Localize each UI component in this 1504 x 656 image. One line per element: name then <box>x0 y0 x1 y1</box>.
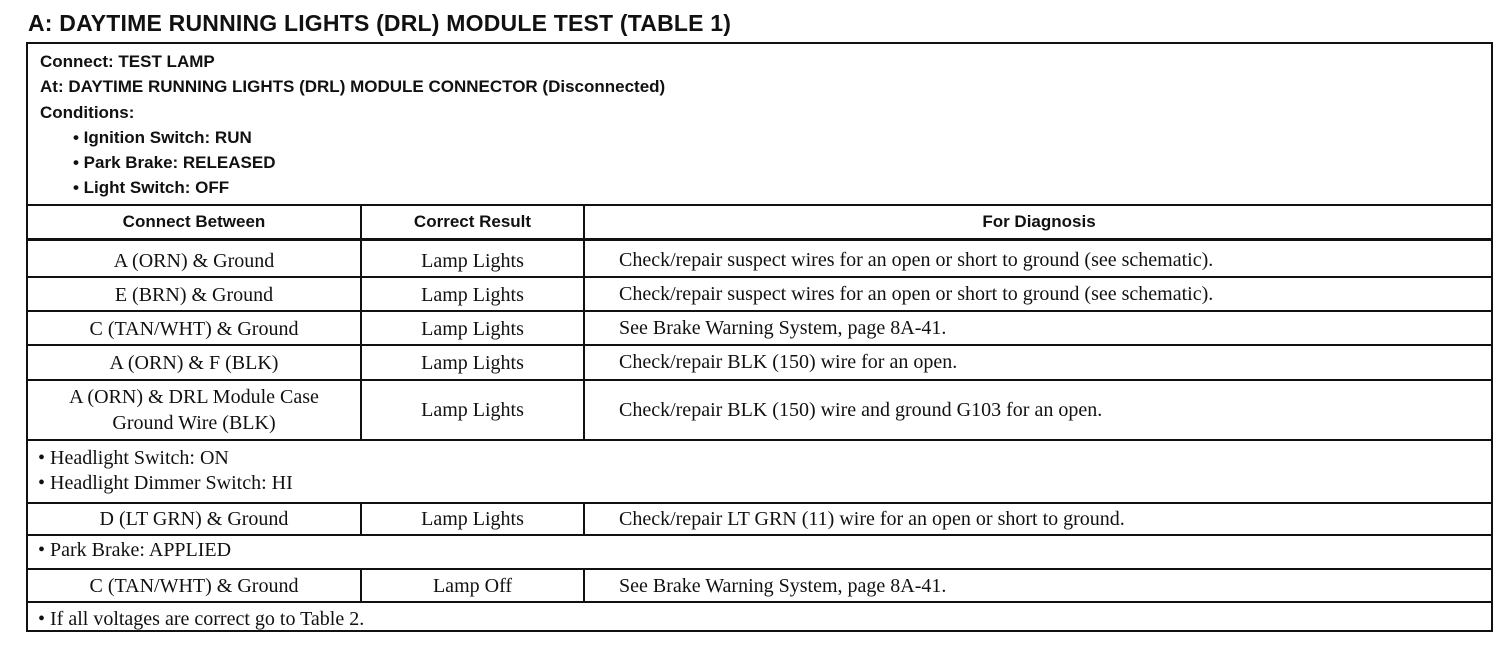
table-row-result: Lamp Lights <box>421 508 524 530</box>
divider <box>28 601 1491 603</box>
test-table <box>26 42 1493 632</box>
conditions-label: Conditions: <box>40 103 135 122</box>
table-row-connect: A (ORN) & Ground <box>113 249 275 272</box>
divider <box>28 568 1491 570</box>
table-row-result: Lamp Lights <box>421 283 524 306</box>
table-row-diagnosis: Check/repair suspect wires for an open or short to ground (see schematic). <box>619 283 1214 305</box>
divider <box>28 238 1491 241</box>
connect-line: A (ORN) & DRL Module Case <box>69 386 319 408</box>
table-row-result: Lamp Off <box>432 575 513 597</box>
table-row-diagnosis: Check/repair LT GRN (11) wire for an open or short to ground. <box>619 507 1125 530</box>
footer-note: • If all voltages are correct go to Table 2. <box>38 608 365 630</box>
at-instruction: At: DAYTIME RUNNING LIGHTS (DRL) MODULE CONNECTOR (Disconnected) <box>40 77 666 96</box>
table-row-connect: C (TAN/WHT) & Ground <box>89 317 299 340</box>
table-row-diagnosis: See Brake Warning System, page 8A-41. <box>619 574 947 597</box>
table-row-diagnosis: Check/repair BLK (150) wire and ground G103 for an open. <box>619 398 1103 421</box>
connect-instruction: Connect: TEST LAMP <box>40 52 215 71</box>
connect-line: Ground Wire (BLK) <box>112 412 276 434</box>
table-row-connect: D (LT GRN) & Ground <box>99 508 289 530</box>
condition-item: • Park Brake: APPLIED <box>38 539 232 561</box>
page-title: A: DAYTIME RUNNING LIGHTS (DRL) MODULE TEST (TABLE 1) <box>28 10 732 36</box>
header-connect-between: Connect Between <box>122 212 266 231</box>
header-for-diagnosis: For Diagnosis <box>982 212 1096 231</box>
table-row-result: Lamp Lights <box>421 249 524 272</box>
table-row-connect: E (BRN) & Ground <box>114 283 274 306</box>
table-row-result: Lamp Lights <box>421 351 524 374</box>
table-row-connect: A (ORN) & F (BLK) <box>109 351 279 374</box>
condition-item: • Light Switch: OFF <box>73 178 230 197</box>
table-row-diagnosis: Check/repair suspect wires for an open or short to ground (see schematic). <box>619 249 1214 271</box>
condition-item: • Headlight Dimmer Switch: HI <box>38 472 293 494</box>
table-row-diagnosis: Check/repair BLK (150) wire for an open. <box>619 351 958 373</box>
condition-item: • Ignition Switch: RUN <box>73 128 252 147</box>
condition-item: • Headlight Switch: ON <box>38 447 229 469</box>
table-row-result: Lamp Lights <box>421 317 524 340</box>
divider <box>28 439 1491 441</box>
table-row-connect <box>28 381 360 439</box>
header-correct-result: Correct Result <box>413 212 532 231</box>
table-row-diagnosis: See Brake Warning System, page 8A-41. <box>619 317 947 339</box>
table-row-result: Lamp Lights <box>421 399 524 421</box>
condition-item: • Park Brake: RELEASED <box>73 153 276 172</box>
divider <box>28 534 1491 536</box>
table-row-connect: C (TAN/WHT) & Ground <box>89 575 299 597</box>
